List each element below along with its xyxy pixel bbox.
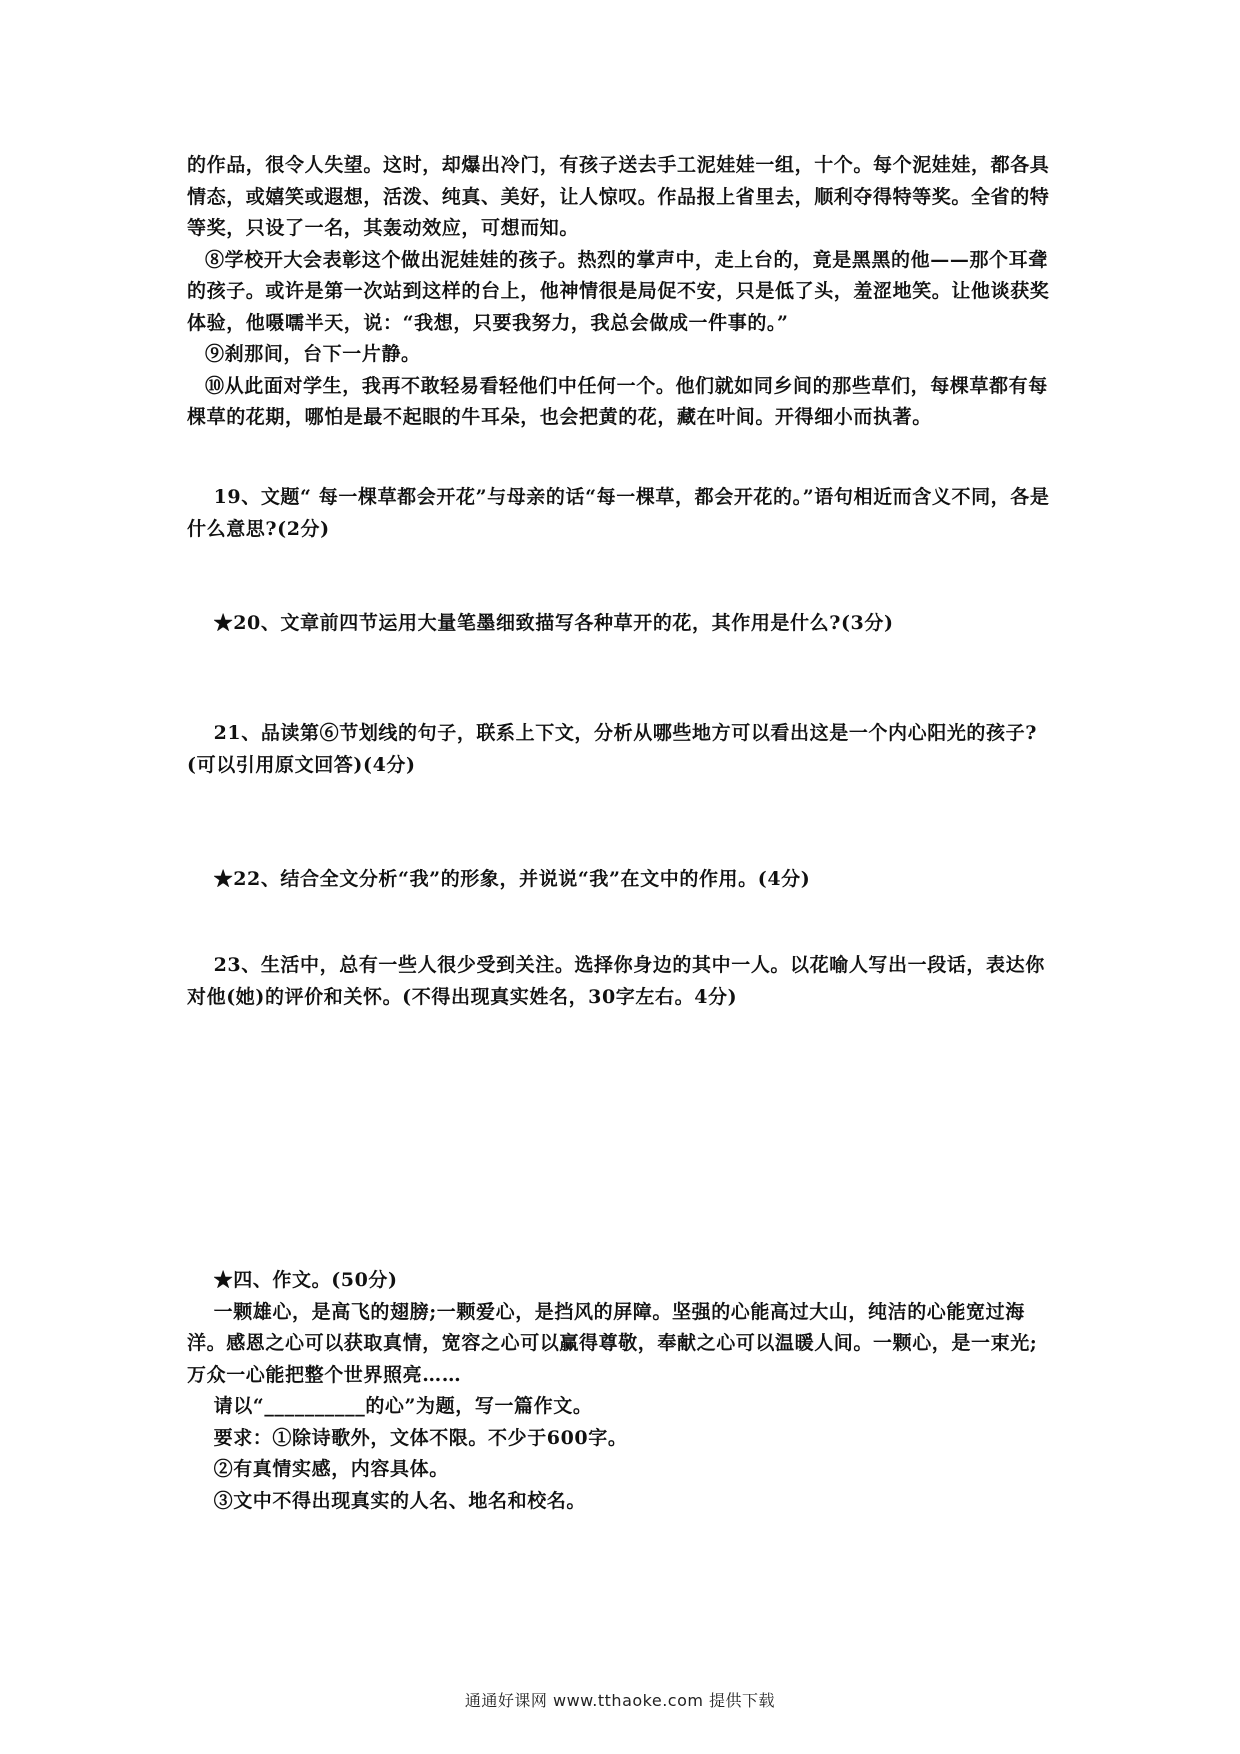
question-23 — [187, 950, 1057, 1013]
passage-paragraph-7-tail: 的作品，很令人失望。这时，却爆出冷门，有孩子送去手工泥娃娃一组，十个。每个泥娃娃，都各具情态，或嬉笑或遐想，活泼、纯真、美好，让人惊叹。作品报上省里去，顺利夺得特等奖。全省的特等奖，只设了一名，其轰动效应，可想而知。 — [187, 154, 1050, 239]
question-19 — [187, 482, 1057, 545]
passage-paragraph-10: ⑩从此面对学生，我再不敢轻易看轻他们中任何一个。他们就如同乡间的那些草们，每棵草都有每棵草的花期，哪怕是最不起眼的牛耳朵，也会把黄的花，藏在叶间。开得细小而执著。 — [187, 374, 1048, 428]
essay-requirement-1: 要求：①除诗歌外，文体不限。不少于600字。 — [213, 1426, 628, 1449]
question-19-text: 19、文题“ 每一棵草都会开花”与母亲的话“每一棵草，都会开花的。”语句相近而含义不同，各是什么意思?(2分) — [187, 486, 1050, 540]
question-23-text: 23、生活中，总有一些人很少受到关注。选择你身边的其中一人。以花喻人写出一段话，表达你对他(她)的评价和关怀。(不得出现真实姓名，30字左右。4分) — [187, 954, 1045, 1008]
question-22-text: ★22、结合全文分析“我”的形象，并说说“我”在文中的作用。(4分) — [213, 868, 811, 890]
page-footer: 通通好课网 www.tthaoke.com 提供下载 — [464, 1691, 776, 1710]
essay-section — [187, 1265, 1057, 1517]
question-22 — [187, 864, 1057, 896]
reading-passage — [187, 150, 1057, 434]
question-20 — [187, 608, 1057, 640]
question-21-text: 21、品读第⑥节划线的句子，联系上下文，分析从哪些地方可以看出这是一个内心阳光的孩子?(可以引用原文回答)(4分) — [187, 722, 1037, 776]
passage-paragraph-8: ⑧学校开大会表彰这个做出泥娃娃的孩子。热烈的掌声中，走上台的，竟是黑黑的他——那个耳聋的孩子。或许是第一次站到这样的台上，他神情很是局促不安，只是低了头，羞涩地笑。让他谈获奖体验，他嗫嚅半天，说：“我想，只要我努力，我总会做成一件事的。” — [187, 248, 1050, 334]
question-20-text: ★20、文章前四节运用大量笔墨细致描写各种草开的花，其作用是什么?(3分) — [213, 612, 894, 634]
essay-prompt: 一颗雄心，是高飞的翅膀;一颗爱心，是挡风的屏障。坚强的心能高过大山，纯洁的心能宽过海洋。感恩之心可以获取真情，宽容之心可以赢得尊敬，奉献之心可以温暖人间。一颗心，是一束光;万众一心能把整个世界照亮…… — [187, 1300, 1038, 1386]
essay-requirement-2: ②有真情实感，内容具体。 — [213, 1458, 449, 1480]
essay-requirement-3: ③文中不得出现真实的人名、地名和校名。 — [213, 1489, 586, 1512]
essay-title-instruction: 请以“__________的心”为题，写一篇作文。 — [213, 1395, 593, 1417]
question-21 — [187, 718, 1057, 781]
essay-heading: ★四、作文。(50分) — [213, 1269, 398, 1291]
passage-paragraph-9: ⑨刹那间，台下一片静。 — [205, 343, 421, 365]
